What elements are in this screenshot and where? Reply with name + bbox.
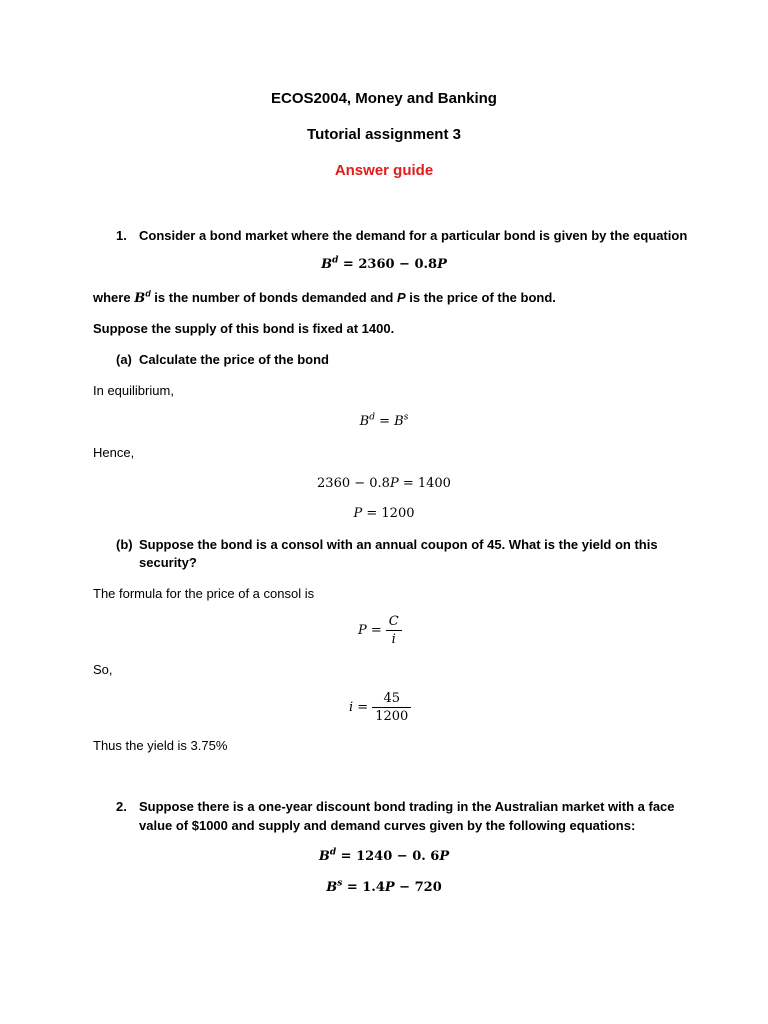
q1-supply-text: Suppose the supply of this bond is fixed at 1400. xyxy=(93,321,395,336)
yield-conclusion: Thus the yield is 3.75% xyxy=(93,738,228,753)
q2-demand-equation: $B^d = 1240 - 0$. 6P xyxy=(318,847,450,864)
q2-text-line2: value of $1000 and supply and demand curves given by the following equations: xyxy=(139,818,636,833)
yield-formula: i = $\frac{45}{1200}$ xyxy=(349,690,411,725)
q1-text: Consider a bond market where the demand for a particular bond is given by the equation xyxy=(139,228,688,243)
q1b-question-line1: Suppose the bond is a consol with an annual coupon of 45. What is the yield on this xyxy=(139,537,658,552)
q2-supply-equation: $B^s = 1.4P - 720$ xyxy=(326,878,442,895)
consol-formula-intro: The formula for the price of a consol is xyxy=(93,586,315,601)
q1a-label: (a) xyxy=(116,352,132,367)
substitution-equation: 2360 − 0.8P = 1400 xyxy=(317,476,451,491)
course-title: ECOS2004, Money and Banking xyxy=(271,90,497,107)
q1b-question-line2: security? xyxy=(139,555,197,570)
assignment-title: Tutorial assignment 3 xyxy=(307,126,461,143)
consol-price-formula: P = $\frac{C}{i}$ xyxy=(358,613,402,648)
q1-demand-equation: $B^d = 2360 - 0.8P$ xyxy=(321,255,447,272)
equilibrium-equation: $B^d = B^s$ xyxy=(359,412,409,429)
equilibrium-intro: In equilibrium, xyxy=(93,383,174,398)
hence-text: Hence, xyxy=(93,445,135,460)
q1-where-text: where $B^d$ is the number of bonds demanded and P is the price of the bond. xyxy=(93,288,556,306)
answer-guide-heading: Answer guide xyxy=(334,162,434,179)
q1b-label: (b) xyxy=(116,537,133,552)
so-text: So, xyxy=(93,662,113,677)
price-result-equation: P = 1200 xyxy=(353,506,415,521)
q1a-question: Calculate the price of the bond xyxy=(139,352,329,367)
q2-number: 2. xyxy=(116,799,127,814)
q2-text-line1: Suppose there is a one-year discount bond trading in the Australian market with a face xyxy=(139,799,675,814)
q1-number: 1. xyxy=(116,228,127,243)
